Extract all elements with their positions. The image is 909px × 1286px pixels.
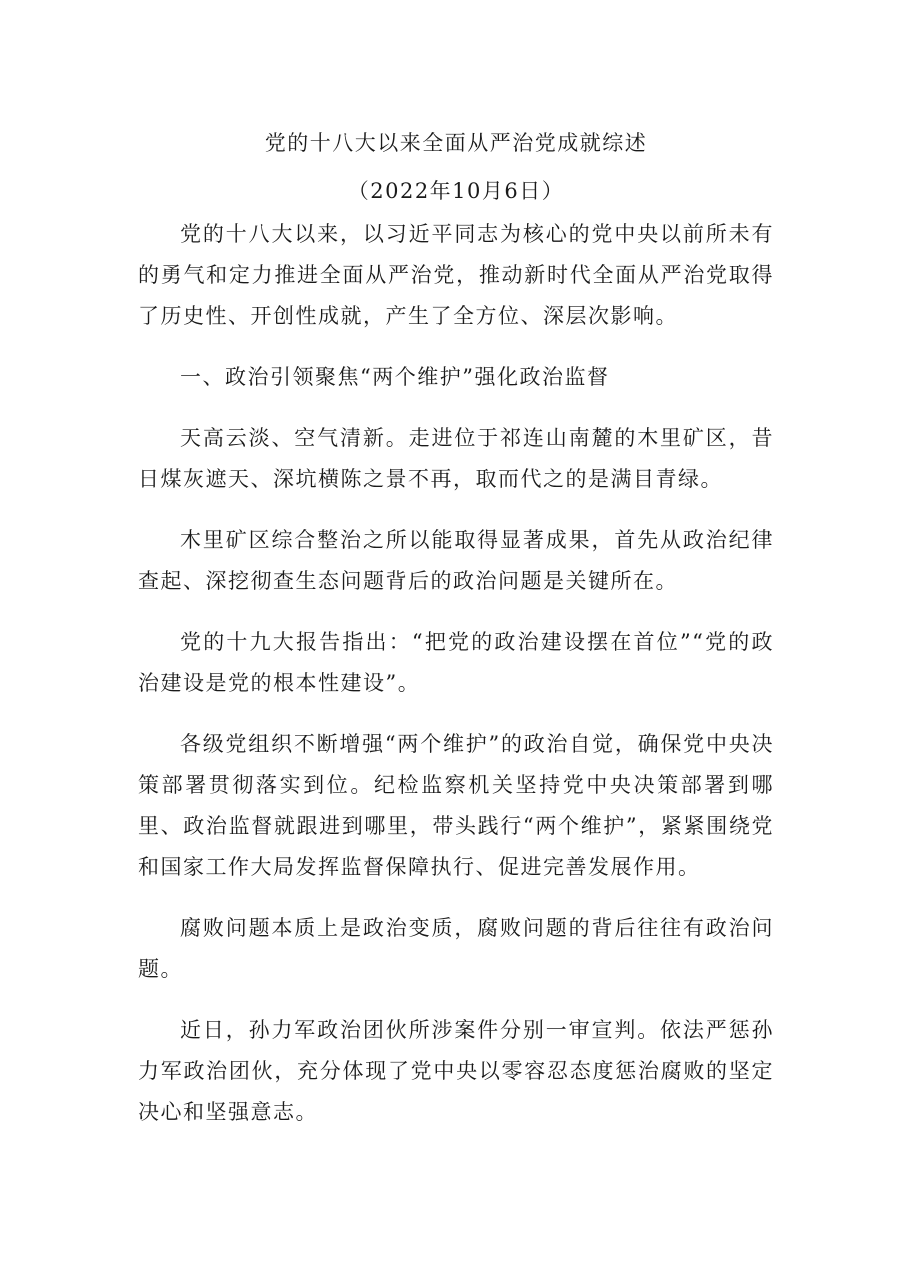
paragraph: 近日，孙力军政治团伙所涉案件分别一审宣判。依法严惩孙力军政治团伙，充分体现了党中央以零容忍态度惩治腐败的坚定决心和坚强意志。 — [138, 1018, 774, 1124]
document-title: 党的十八大以来全面从严治党成就综述 — [264, 131, 648, 155]
document-date: （2022年10月6日） — [347, 179, 565, 203]
document-body — [138, 128, 774, 1153]
paragraph: 木里矿区综合整治之所以能取得显著成果，首先从政治纪律查起、深挖彻查生态问题背后的政治问题是关键所在。 — [138, 528, 774, 593]
section-heading: 一、政治引领聚焦“两个维护”强化政治监督 — [180, 365, 610, 389]
paragraph: 各级党组织不断增强“两个维护”的政治自觉，确保党中央决策部署贯彻落实到位。纪检监察机关坚持党中央决策部署到哪里、政治监督就跟进到哪里，带头践行“两个维护”，紧紧围绕党和国家工作大局发挥监督保障执行、促进完善发展作用。 — [138, 732, 774, 879]
paragraph: 腐败问题本质上是政治变质，腐败问题的背后往往有政治问题。 — [138, 916, 774, 981]
paragraph: 天高云淡、空气清新。走进位于祁连山南麓的木里矿区，昔日煤灰遮天、深坑横陈之景不再，取而代之的是满目青绿。 — [138, 426, 774, 491]
paragraph-intro: 党的十八大以来，以习近平同志为核心的党中央以前所未有的勇气和定力推进全面从严治党，推动新时代全面从严治党取得了历史性、开创性成就，产生了全方位、深层次影响。 — [138, 222, 774, 328]
paragraph: 党的十九大报告指出：“把党的政治建设摆在首位”“党的政治建设是党的根本性建设”。 — [138, 630, 774, 695]
